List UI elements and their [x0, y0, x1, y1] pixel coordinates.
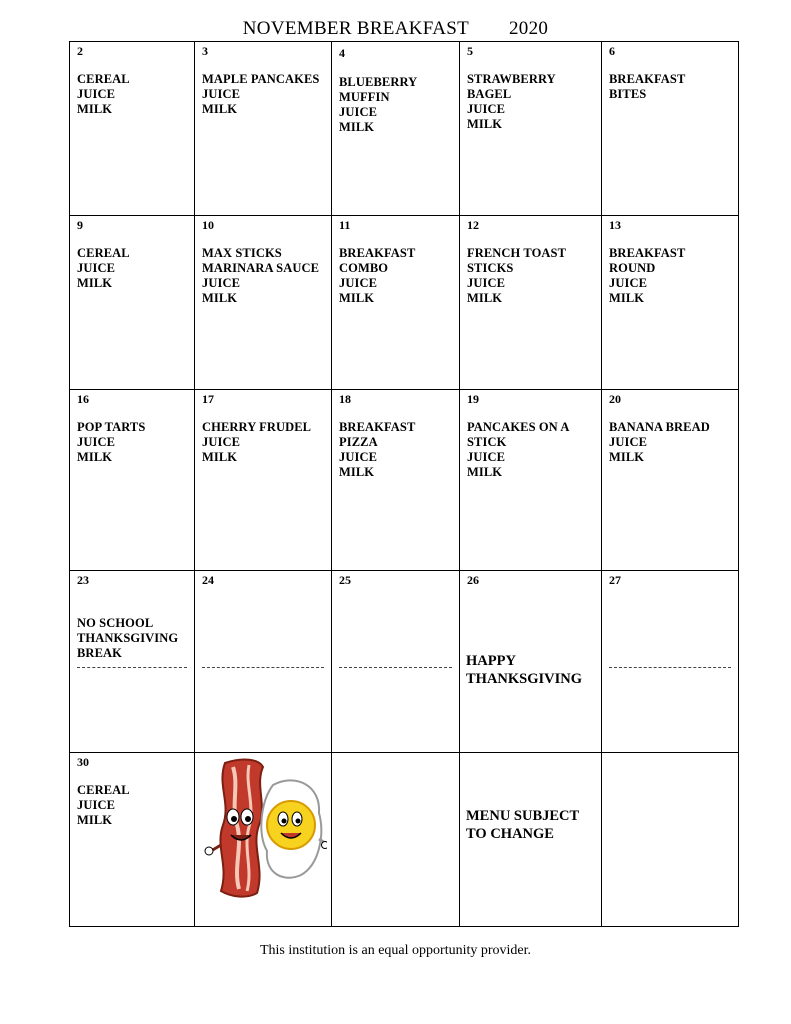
day-cell	[602, 571, 738, 753]
menu-items	[467, 246, 566, 306]
day-cell	[70, 216, 195, 390]
menu-item: CHERRY FRUDEL	[202, 420, 312, 434]
menu-item: BREAKFAST	[609, 72, 686, 86]
menu-notice	[466, 807, 579, 843]
menu-item: BLUEBERRY	[339, 75, 418, 89]
menu-item: BAGEL	[467, 87, 512, 101]
menu-item: CEREAL	[77, 783, 130, 797]
art-cell	[195, 753, 332, 926]
menu-items	[339, 75, 417, 135]
holiday-line: HAPPY	[466, 653, 516, 669]
day-number: 26	[467, 573, 479, 587]
menu-items	[609, 72, 685, 102]
menu-item: JUICE	[77, 261, 116, 275]
holiday-line: THANKSGIVING	[466, 671, 583, 687]
menu-item: MILK	[77, 102, 113, 116]
menu-item: JUICE	[339, 105, 378, 119]
menu-item: MAPLE PANCAKES	[202, 72, 320, 86]
menu-item: PIZZA	[339, 435, 378, 449]
menu-item: JUICE	[77, 435, 116, 449]
menu-items	[77, 616, 178, 661]
day-cell	[70, 753, 195, 926]
menu-items	[77, 420, 145, 465]
day-number: 13	[609, 218, 621, 232]
menu-item: MILK	[77, 813, 113, 827]
menu-item: JUICE	[467, 102, 506, 116]
menu-item: JUICE	[339, 276, 378, 290]
menu-item: CEREAL	[77, 72, 130, 86]
menu-item: FRENCH TOAST	[467, 246, 567, 260]
dashed-divider	[609, 667, 731, 668]
day-number: 16	[77, 392, 89, 406]
menu-item: JUICE	[467, 276, 506, 290]
bacon-and-egg-icon	[203, 755, 327, 901]
menu-item: BREAKFAST	[339, 420, 416, 434]
day-number: 30	[77, 755, 89, 769]
menu-item: MARINARA SAUCE	[202, 261, 320, 275]
menu-item: JUICE	[77, 798, 116, 812]
calendar-grid	[69, 41, 739, 927]
menu-item: MILK	[609, 450, 645, 464]
day-number: 4	[339, 46, 345, 60]
menu-items	[609, 246, 685, 306]
menu-item: MILK	[467, 291, 503, 305]
menu-item: BREAK	[77, 646, 122, 660]
dashed-divider	[202, 667, 324, 668]
day-cell	[70, 42, 195, 216]
menu-item: MILK	[202, 291, 238, 305]
menu-item: JUICE	[609, 276, 648, 290]
title-year: 2020	[509, 18, 549, 39]
menu-item: MILK	[77, 276, 113, 290]
day-number: 23	[77, 573, 89, 587]
day-cell	[602, 216, 738, 390]
menu-item: MILK	[202, 102, 238, 116]
dashed-divider	[77, 667, 187, 668]
menu-item: BANANA BREAD	[609, 420, 710, 434]
notice-cell	[460, 753, 602, 926]
day-number: 24	[202, 573, 214, 587]
menu-items	[467, 420, 569, 480]
menu-item: MILK	[202, 450, 238, 464]
menu-items	[77, 72, 130, 117]
menu-item: STICKS	[467, 261, 514, 275]
menu-item: MILK	[339, 465, 375, 479]
menu-items	[202, 420, 311, 465]
day-number: 25	[339, 573, 351, 587]
day-number: 27	[609, 573, 621, 587]
day-number: 9	[77, 218, 83, 232]
menu-item: PANCAKES ON A	[467, 420, 570, 434]
day-number: 18	[339, 392, 351, 406]
menu-item: JUICE	[77, 87, 116, 101]
menu-item: MILK	[77, 450, 113, 464]
menu-item: JUICE	[202, 276, 241, 290]
menu-item: MILK	[467, 117, 503, 131]
menu-item: MILK	[339, 291, 375, 305]
menu-items	[609, 420, 710, 465]
day-cell	[332, 390, 460, 571]
title-label: NOVEMBER BREAKFAST	[242, 18, 469, 39]
day-cell	[70, 390, 195, 571]
day-cell	[332, 42, 460, 216]
menu-item: STRAWBERRY	[467, 72, 556, 86]
footer-note: This institution is an equal opportunity provider.	[259, 943, 532, 958]
empty-cell	[332, 753, 460, 926]
day-cell	[602, 390, 738, 571]
menu-item: COMBO	[339, 261, 389, 275]
menu-items	[77, 783, 130, 828]
menu-items	[467, 72, 556, 132]
menu-item: MUFFIN	[339, 90, 390, 104]
day-cell	[460, 216, 602, 390]
day-cell	[195, 390, 332, 571]
menu-item: BREAKFAST	[339, 246, 416, 260]
menu-item: STICK	[467, 435, 507, 449]
day-cell	[195, 216, 332, 390]
day-number: 2	[77, 44, 83, 58]
menu-item: BREAKFAST	[609, 246, 686, 260]
day-cell	[195, 42, 332, 216]
holiday-message	[466, 652, 582, 688]
day-cell	[332, 571, 460, 753]
menu-item: JUICE	[609, 435, 648, 449]
empty-cell	[602, 753, 738, 926]
day-cell	[460, 571, 602, 753]
menu-item: BITES	[609, 87, 647, 101]
day-number: 12	[467, 218, 479, 232]
day-number: 19	[467, 392, 479, 406]
menu-item: JUICE	[467, 450, 506, 464]
day-number: 11	[339, 218, 351, 232]
menu-item: JUICE	[202, 87, 241, 101]
menu-item: ROUND	[609, 261, 656, 275]
page-title	[0, 18, 791, 40]
menu-item: MAX STICKS	[202, 246, 282, 260]
menu-item: MILK	[339, 120, 375, 134]
menu-item: CEREAL	[77, 246, 130, 260]
menu-items	[77, 246, 130, 291]
menu-item: NO SCHOOL	[77, 616, 154, 630]
day-cell	[460, 42, 602, 216]
day-number: 10	[202, 218, 214, 232]
day-number: 3	[202, 44, 208, 58]
menu-item: MILK	[467, 465, 503, 479]
menu-items	[202, 246, 319, 306]
menu-item: MILK	[609, 291, 645, 305]
dashed-divider	[339, 667, 452, 668]
day-number: 5	[467, 44, 473, 58]
day-number: 6	[609, 44, 615, 58]
day-number: 17	[202, 392, 214, 406]
notice-line: MENU SUBJECT	[466, 808, 580, 824]
day-cell	[195, 571, 332, 753]
day-cell	[460, 390, 602, 571]
day-cell	[332, 216, 460, 390]
day-cell	[602, 42, 738, 216]
day-cell	[70, 571, 195, 753]
menu-item: POP TARTS	[77, 420, 146, 434]
menu-item: JUICE	[339, 450, 378, 464]
menu-items	[202, 72, 320, 117]
day-number: 20	[609, 392, 621, 406]
notice-line: TO CHANGE	[466, 826, 554, 842]
menu-item: THANKSGIVING	[77, 631, 179, 645]
menu-items	[339, 420, 415, 480]
menu-items	[339, 246, 415, 306]
menu-item: JUICE	[202, 435, 241, 449]
